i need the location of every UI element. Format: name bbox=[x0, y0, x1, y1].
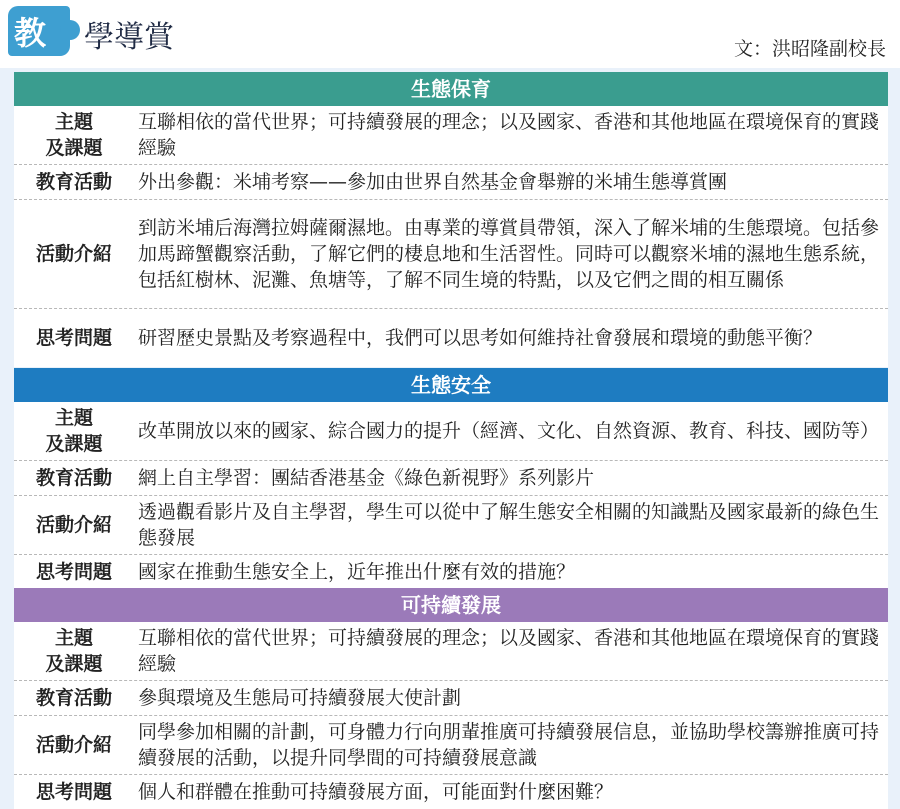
section-title: 生態保育 bbox=[14, 72, 888, 106]
table-row bbox=[14, 496, 888, 555]
row-text: 互聯相依的當代世界；可持續發展的理念；以及國家、香港和其他地區在環境保育的實踐經驗 bbox=[138, 627, 880, 675]
row-label: 教育活動 bbox=[35, 171, 112, 193]
table-row bbox=[14, 106, 888, 165]
row-text: 透過觀看影片及自主學習，學生可以從中了解生態安全相關的知識點及國家最新的綠色生態發展 bbox=[138, 501, 880, 549]
section-eco-security bbox=[14, 368, 888, 589]
table-row bbox=[14, 309, 888, 367]
row-label: 思考問題 bbox=[35, 561, 112, 583]
row-label: 活動介紹 bbox=[35, 514, 112, 536]
row-label: 思考問題 bbox=[35, 327, 112, 349]
row-label: 教育活動 bbox=[35, 467, 112, 489]
row-label: 思考問題 bbox=[35, 781, 112, 803]
table-row bbox=[14, 461, 888, 496]
row-label: 活動介紹 bbox=[35, 734, 112, 756]
row-label: 活動介紹 bbox=[35, 243, 112, 265]
logo-character: 教 bbox=[14, 14, 47, 52]
row-text: 外出參觀：米埔考察——參加由世界自然基金會舉辦的米埔生態導賞團 bbox=[138, 171, 728, 193]
table-row bbox=[14, 775, 888, 809]
table-row bbox=[14, 716, 888, 775]
row-label: 主題 及課題 bbox=[45, 111, 103, 159]
author-byline: 文：洪昭隆副校長 bbox=[733, 38, 886, 60]
table-row bbox=[14, 681, 888, 716]
section-title: 生態安全 bbox=[14, 368, 888, 402]
row-text: 到訪米埔后海灣拉姆薩爾濕地。由專業的導賞員帶領，深入了解米埔的生態環境。包括參加馬蹄蟹觀察活動，了解它們的棲息地和生活習性。同時可以觀察米埔的濕地生態系統，包括紅樹林、泥灘、魚塘等，了解不同生境的特點，以及它們之間的相互關係 bbox=[138, 217, 880, 291]
row-text: 參與環境及生態局可持續發展大使計劃 bbox=[138, 687, 462, 709]
row-text: 互聯相依的當代世界；可持續發展的理念；以及國家、香港和其他地區在環境保育的實踐經驗 bbox=[138, 111, 880, 159]
row-text: 同學參加相關的計劃，可身體力行向朋輩推廣可持續發展信息，並協助學校籌辦推廣可持續發展的活動，以提升同學間的可持續發展意識 bbox=[138, 721, 880, 769]
row-text: 個人和群體在推動可持續發展方面，可能面對什麼困難？ bbox=[138, 781, 614, 803]
section-sustainable-development bbox=[14, 588, 888, 809]
table-row bbox=[14, 200, 888, 309]
table-row bbox=[14, 402, 888, 461]
row-text: 研習歷史景點及考察過程中，我們可以思考如何維持社會發展和環境的動態平衡？ bbox=[138, 327, 823, 349]
row-label: 主題 及課題 bbox=[45, 407, 103, 455]
section-eco-conservation bbox=[14, 72, 888, 367]
table-row bbox=[14, 165, 888, 200]
table-row bbox=[14, 555, 888, 589]
row-label: 主題 及課題 bbox=[45, 627, 103, 675]
content-area bbox=[0, 68, 900, 809]
row-text: 改革開放以來的國家、綜合國力的提升（經濟、文化、自然資源、教育、科技、國防等） bbox=[138, 420, 880, 442]
section-title: 可持續發展 bbox=[14, 588, 888, 622]
row-label: 教育活動 bbox=[35, 687, 112, 709]
table-row bbox=[14, 622, 888, 681]
column-title: 學導賞 bbox=[84, 20, 174, 55]
page-header bbox=[0, 0, 900, 68]
row-text: 國家在推動生態安全上，近年推出什麼有效的措施？ bbox=[138, 561, 576, 583]
row-text: 網上自主學習：團結香港基金《綠色新視野》系列影片 bbox=[138, 467, 595, 489]
